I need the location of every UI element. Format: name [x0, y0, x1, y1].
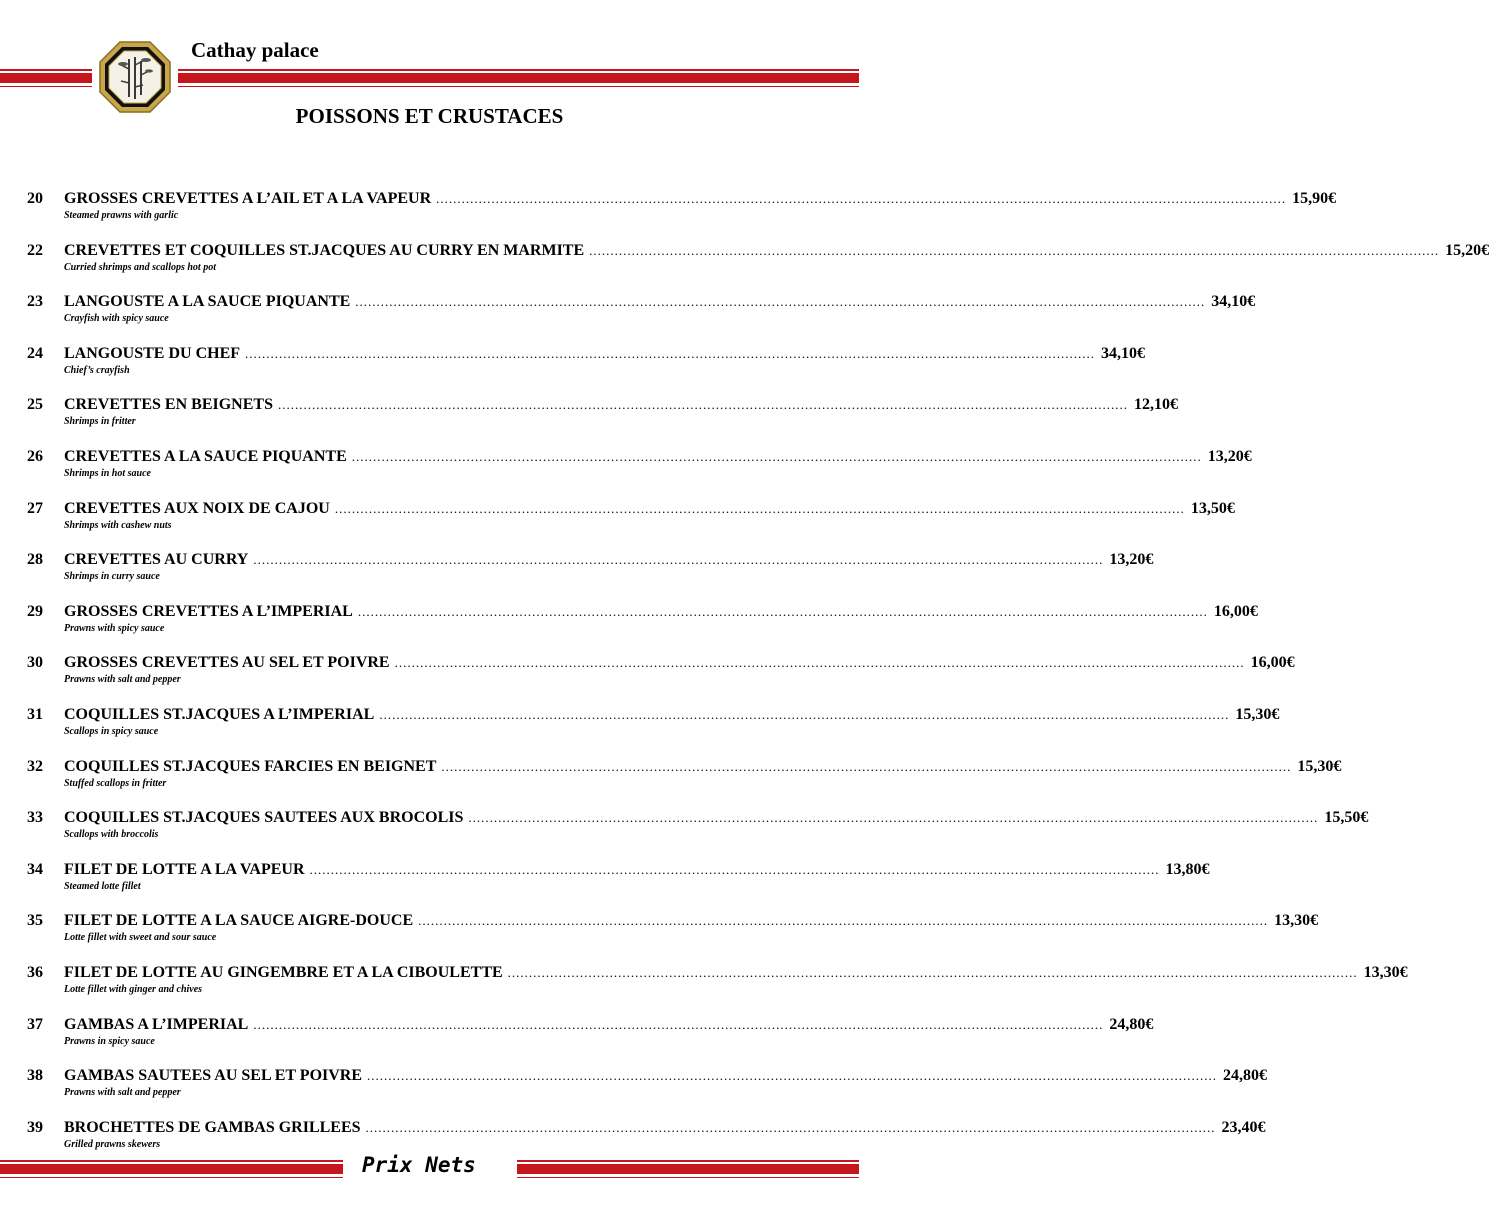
- item-description: Crayfish with spicy sauce: [64, 313, 169, 325]
- item-name: CREVETTES AU CURRY: [64, 551, 249, 569]
- menu-item: [0, 498, 1235, 550]
- item-number: 24: [27, 344, 43, 362]
- item-name: FILET DE LOTTE A LA VAPEUR: [64, 860, 305, 878]
- menu-item: [0, 1014, 1154, 1066]
- item-name: CREVETTES A LA SAUCE PIQUANTE: [64, 447, 347, 465]
- item-price: 24,80€: [1223, 1067, 1268, 1085]
- item-name: BROCHETTES DE GAMBAS GRILLEES: [64, 1118, 361, 1136]
- item-number: 20: [27, 190, 43, 207]
- item-description: Shrimps in hot sauce: [64, 467, 151, 479]
- item-name: GAMBAS A L’IMPERIAL: [64, 1015, 249, 1033]
- item-price: 13,30€: [1363, 963, 1408, 981]
- dot-leader: ........................................................................................................................................................................................................: [379, 706, 1230, 722]
- restaurant-name: Cathay palace: [191, 38, 319, 62]
- section-title: POISSONS ET CRUSTACES: [295, 104, 564, 128]
- item-description: Shrimps in curry sauce: [64, 571, 160, 583]
- item-price: 15,50€: [1324, 809, 1369, 827]
- item-price: 16,00€: [1250, 654, 1295, 672]
- dot-leader: ........................................................................................................................................................................................................: [367, 1068, 1218, 1084]
- dot-leader: ........................................................................................................................................................................................................: [441, 758, 1292, 774]
- item-description: Chief’s crayfish: [64, 364, 130, 376]
- menu-item: [0, 652, 1295, 704]
- item-price: 13,30€: [1274, 912, 1319, 930]
- item-description: Prawns with salt and pepper: [64, 674, 181, 686]
- item-description: Shrimps with cashew nuts: [64, 519, 172, 531]
- item-price: 23,40€: [1221, 1118, 1266, 1136]
- menu-item: [0, 1065, 1268, 1117]
- menu-item: [0, 962, 1408, 1014]
- item-price: 34,10€: [1101, 344, 1146, 362]
- dot-leader: ........................................................................................................................................................................................................: [365, 1119, 1216, 1135]
- item-number: 29: [27, 602, 43, 620]
- menu-item: [0, 807, 1369, 859]
- item-price: 15,30€: [1235, 705, 1280, 723]
- dot-leader: ........................................................................................................................................................................................................: [253, 1016, 1104, 1032]
- dot-leader: ........................................................................................................................................................................................................: [589, 242, 1440, 258]
- item-name: GROSSES CREVETTES A L’AIL ET A LA VAPEUR: [64, 190, 432, 207]
- menu-item: [0, 291, 1256, 343]
- menu-item: [0, 446, 1252, 498]
- item-description: Lotte fillet with ginger and chives: [64, 983, 203, 995]
- dot-leader: ........................................................................................................................................................................................................: [355, 294, 1206, 310]
- dot-leader: ........................................................................................................................................................................................................: [334, 500, 1185, 516]
- item-description: Prawns in spicy sauce: [64, 1035, 155, 1047]
- dot-leader: ........................................................................................................................................................................................................: [507, 964, 1358, 980]
- dot-leader: ........................................................................................................................................................................................................: [357, 603, 1208, 619]
- item-number: 31: [27, 705, 43, 723]
- item-price: 12,10€: [1133, 396, 1178, 414]
- item-number: 30: [27, 654, 43, 672]
- item-name: GROSSES CREVETTES A L’IMPERIAL: [64, 602, 353, 620]
- menu-item: [0, 549, 1154, 601]
- footer-prix-nets: Prix Nets: [362, 1153, 476, 1177]
- item-description: Grilled prawns skewers: [64, 1138, 161, 1150]
- menu-item: [0, 188, 1337, 240]
- item-price: 13,20€: [1109, 551, 1154, 569]
- item-name: CREVETTES ET COQUILLES ST.JACQUES AU CURRY EN MARMITE: [64, 241, 585, 259]
- item-description: Scallops in spicy sauce: [64, 725, 159, 737]
- item-price: 15,90€: [1292, 190, 1337, 207]
- item-description: Shrimps in fritter: [64, 416, 136, 428]
- item-number: 23: [27, 293, 43, 311]
- item-price: 34,10€: [1211, 293, 1256, 311]
- dot-leader: ........................................................................................................................................................................................................: [351, 448, 1202, 464]
- dot-leader: ........................................................................................................................................................................................................: [309, 861, 1160, 877]
- item-number: 34: [27, 860, 43, 878]
- item-name: CREVETTES EN BEIGNETS: [64, 396, 273, 414]
- menu-item: [0, 601, 1258, 653]
- item-description: Curried shrimps and scallops hot pot: [64, 261, 216, 273]
- item-price: 13,50€: [1190, 499, 1235, 517]
- dot-leader: ........................................................................................................................................................................................................: [253, 552, 1104, 568]
- item-name: LANGOUSTE A LA SAUCE PIQUANTE: [64, 293, 351, 311]
- bottom-border-left: [0, 1160, 343, 1178]
- item-name: COQUILLES ST.JACQUES SAUTEES AUX BROCOLIS: [64, 809, 464, 827]
- item-number: 28: [27, 551, 43, 569]
- menu-item: [0, 343, 1146, 395]
- item-name: FILET DE LOTTE A LA SAUCE AIGRE-DOUCE: [64, 912, 414, 930]
- item-description: Steamed prawns with garlic: [64, 210, 179, 221]
- item-number: 22: [27, 241, 43, 259]
- dot-leader: ........................................................................................................................................................................................................: [394, 655, 1245, 671]
- item-price: 13,80€: [1165, 860, 1210, 878]
- item-description: Steamed lotte fillet: [64, 880, 141, 892]
- item-number: 38: [27, 1067, 43, 1085]
- menu-item: [0, 394, 1178, 446]
- item-number: 32: [27, 757, 43, 775]
- item-name: COQUILLES ST.JACQUES A L’IMPERIAL: [64, 705, 375, 723]
- item-name: GROSSES CREVETTES AU SEL ET POIVRE: [64, 654, 390, 672]
- item-number: 26: [27, 447, 43, 465]
- menu-item: [0, 859, 1210, 911]
- item-price: 15,30€: [1297, 757, 1342, 775]
- item-name: GAMBAS SAUTEES AU SEL ET POIVRE: [64, 1067, 363, 1085]
- item-description: Scallops with broccolis: [64, 829, 159, 841]
- item-price: 16,00€: [1213, 602, 1258, 620]
- dot-leader: ........................................................................................................................................................................................................: [436, 191, 1287, 206]
- dot-leader: ........................................................................................................................................................................................................: [277, 397, 1128, 413]
- item-price: 13,20€: [1207, 447, 1252, 465]
- menu-item: [0, 240, 1489, 292]
- item-description: Stuffed scallops in fritter: [64, 777, 167, 789]
- dot-leader: ........................................................................................................................................................................................................: [468, 810, 1319, 826]
- item-name: COQUILLES ST.JACQUES FARCIES EN BEIGNET: [64, 757, 437, 775]
- item-description: Lotte fillet with sweet and sour sauce: [64, 932, 217, 944]
- item-name: LANGOUSTE DU CHEF: [64, 344, 241, 362]
- menu-item: [0, 704, 1280, 756]
- item-name: CREVETTES AUX NOIX DE CAJOU: [64, 499, 330, 517]
- dot-leader: ........................................................................................................................................................................................................: [418, 913, 1269, 929]
- dot-leader: ........................................................................................................................................................................................................: [245, 345, 1096, 361]
- item-name: FILET DE LOTTE AU GINGEMBRE ET A LA CIBOULETTE: [64, 963, 503, 981]
- item-number: 37: [27, 1015, 43, 1033]
- item-number: 35: [27, 912, 43, 930]
- menu-item: [0, 910, 1319, 962]
- menu-item: [0, 756, 1342, 808]
- item-description: Prawns with spicy sauce: [64, 622, 165, 634]
- top-border-right: [178, 69, 859, 87]
- item-number: 27: [27, 499, 43, 517]
- bottom-border-right: [517, 1160, 859, 1178]
- top-border-left: [0, 69, 92, 87]
- item-number: 25: [27, 396, 43, 414]
- item-number: 39: [27, 1118, 43, 1136]
- item-description: Prawns with salt and pepper: [64, 1087, 181, 1099]
- item-price: 15,20€: [1445, 241, 1489, 259]
- item-number: 36: [27, 963, 43, 981]
- item-price: 24,80€: [1109, 1015, 1154, 1033]
- bamboo-crest-logo: [99, 41, 171, 113]
- menu-list: [0, 188, 1489, 1168]
- item-number: 33: [27, 809, 43, 827]
